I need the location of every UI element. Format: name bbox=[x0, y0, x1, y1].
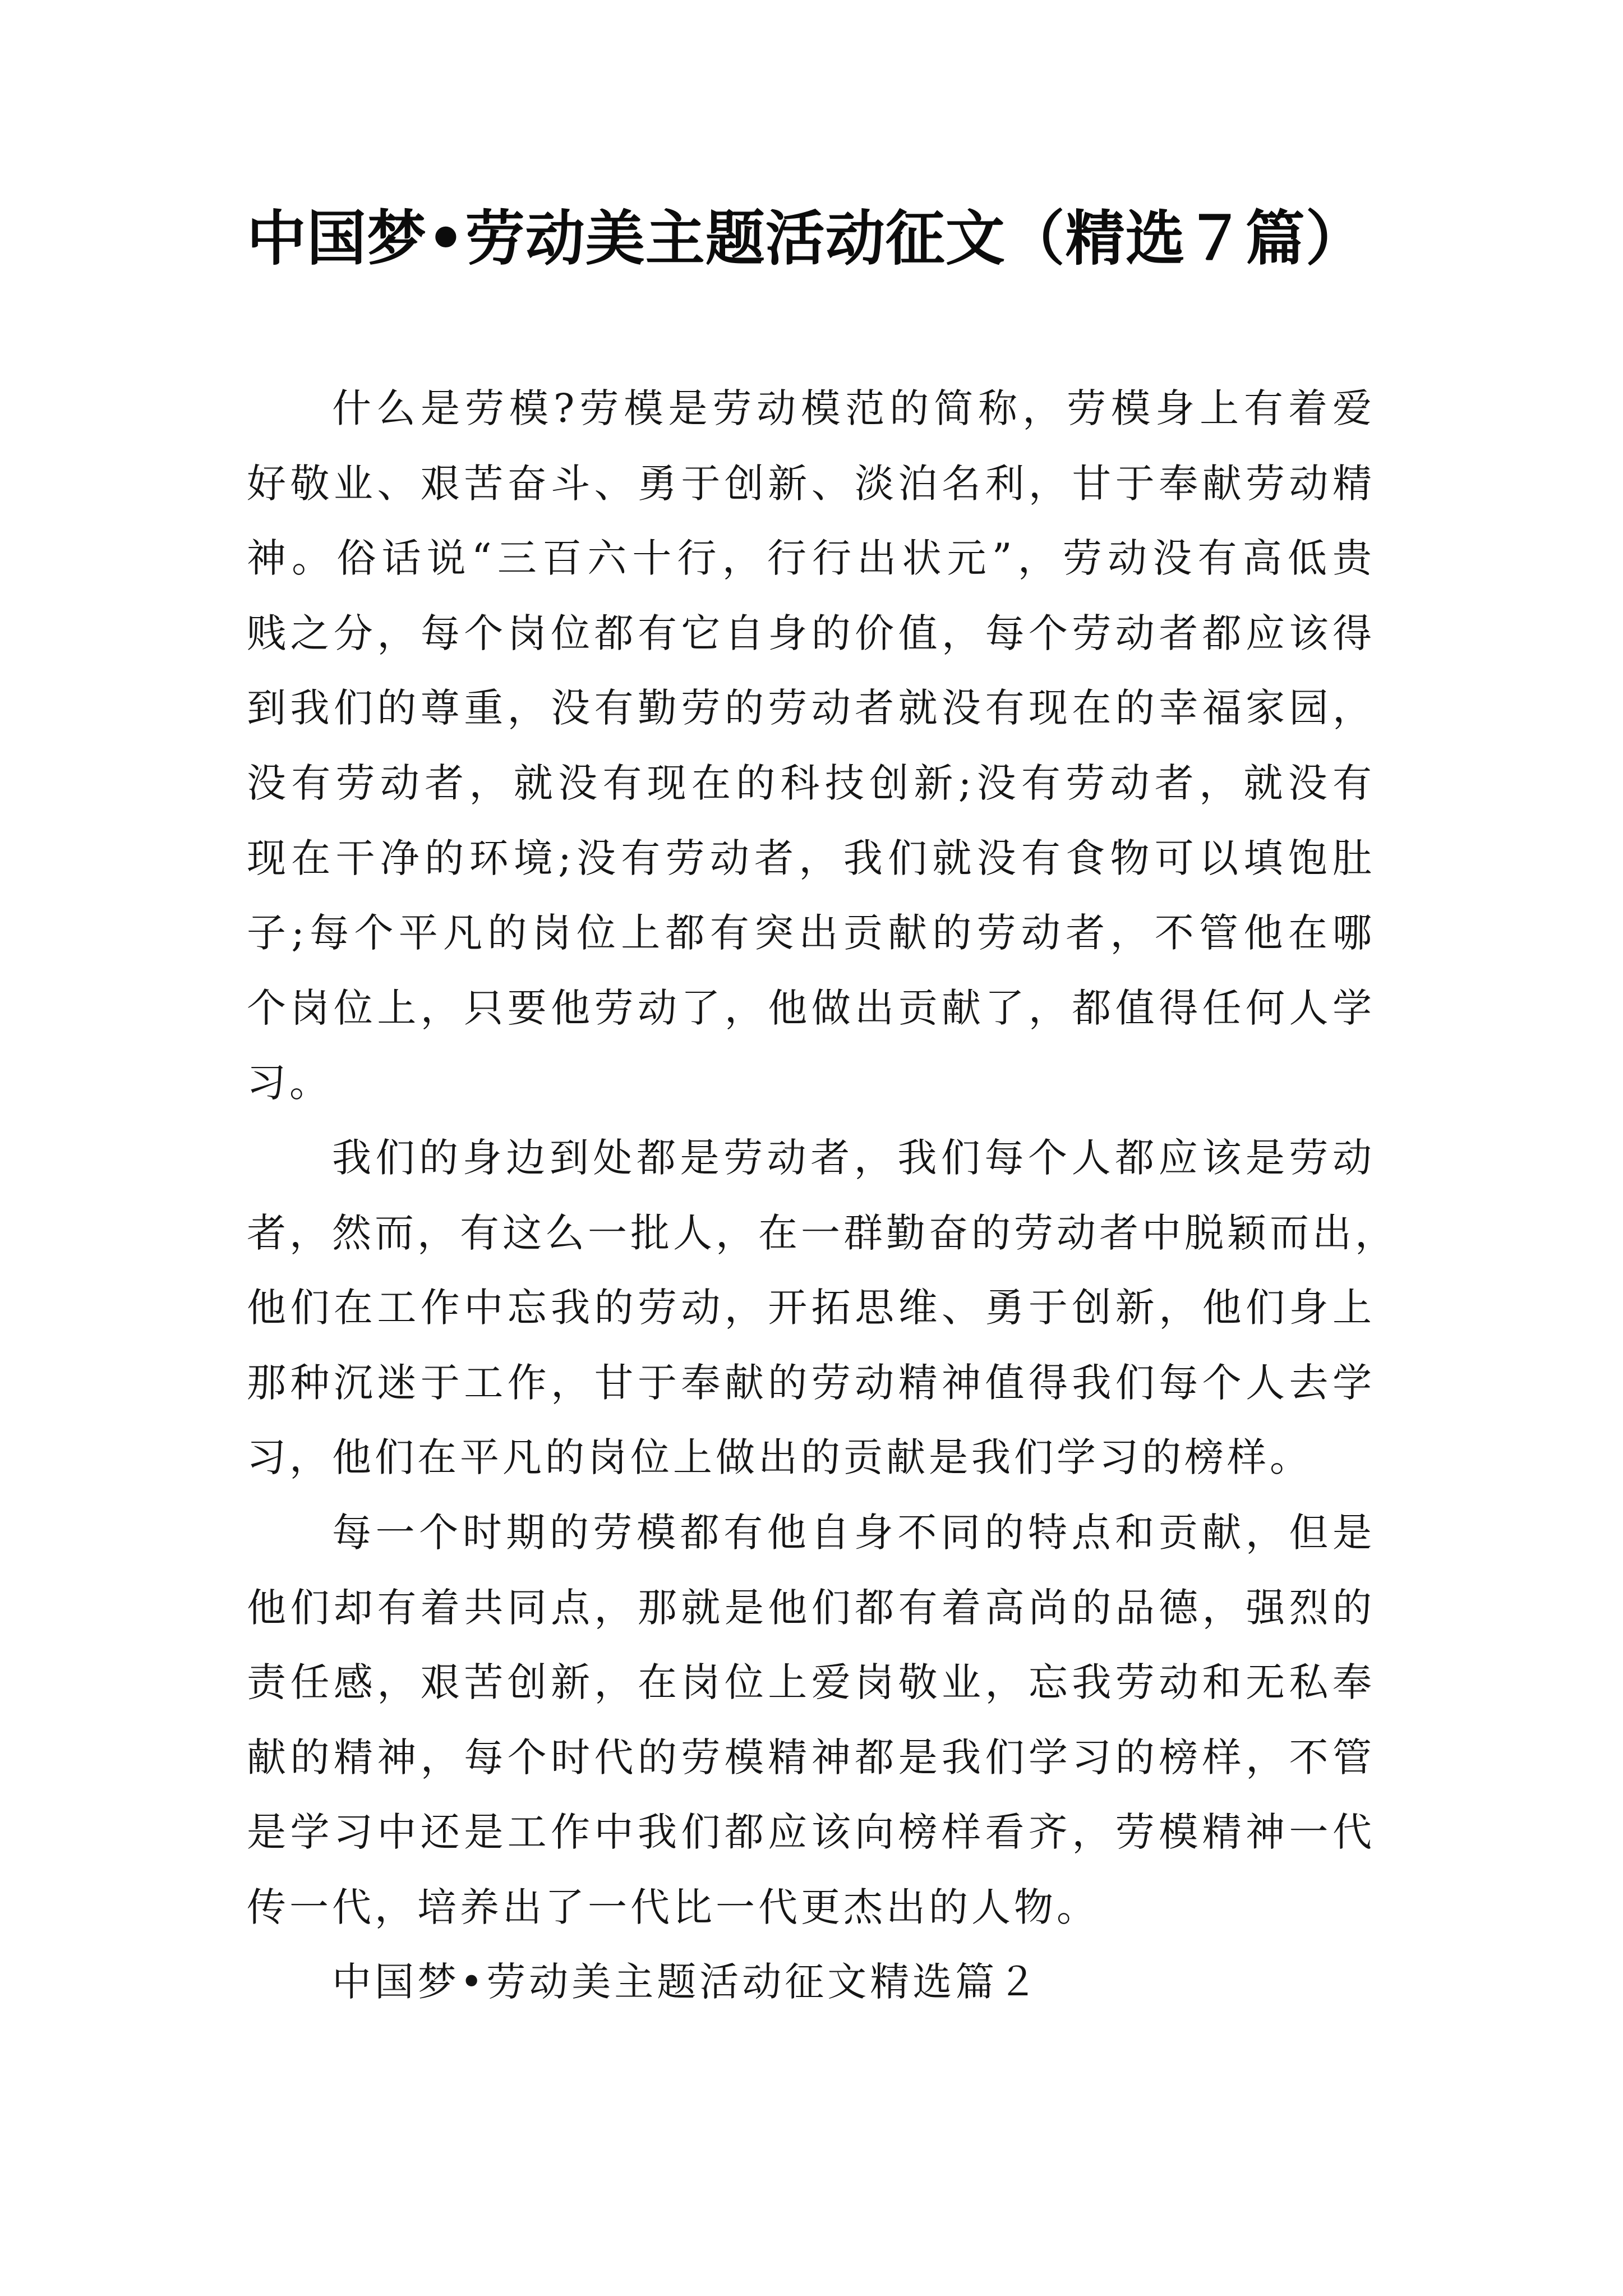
text-line: 我们的身边到处都是劳动者，我们每个人都应该是劳动 bbox=[332, 1134, 1375, 1181]
text-line: 责任感，艰苦创新，在岗位上爱岗敬业，忘我劳动和无私奉 bbox=[247, 1659, 1375, 1706]
text-line: 每一个时期的劳模都有他自身不同的特点和贡献，但是 bbox=[332, 1509, 1375, 1556]
text-line: 好敬业、艰苦奋斗、勇于创新、淡泊名利，甘于奉献劳动精 bbox=[247, 460, 1375, 507]
paragraph bbox=[247, 1945, 1375, 2020]
text-line: 到我们的尊重，没有勤劳的劳动者就没有现在的幸福家园， bbox=[247, 685, 1375, 731]
text-line: 个岗位上，只要他劳动了，他做出贡献了，都值得任何人学 bbox=[247, 984, 1375, 1031]
text-line: 那种沉迷于工作，甘于奉献的劳动精神值得我们每个人去学 bbox=[247, 1359, 1375, 1406]
text-line: 者，然而，有这么一批人，在一群勤奋的劳动者中脱颖而出， bbox=[247, 1209, 1398, 1256]
text-line: 神。俗话说“三百六十行，行行出状元”，劳动没有高低贵 bbox=[247, 535, 1375, 582]
text-line: 传一代，培养出了一代比一代更杰出的人物。 bbox=[247, 1884, 1099, 1930]
paragraph bbox=[247, 371, 1375, 1121]
document-title: 中国梦•劳动美主题活动征文（精选７篇） bbox=[247, 203, 1366, 273]
text-line: 献的精神，每个时代的劳模精神都是我们学习的榜样，不管 bbox=[247, 1734, 1375, 1780]
text-line: 现在干净的环境;没有劳动者，我们就没有食物可以填饱肚 bbox=[247, 835, 1375, 881]
text-line: 什么是劳模?劳模是劳动模范的简称，劳模身上有着爱 bbox=[332, 385, 1375, 431]
paragraph bbox=[247, 1496, 1375, 1945]
text-line: 没有劳动者，就没有现在的科技创新;没有劳动者，就没有 bbox=[247, 760, 1375, 806]
text-line: 习。 bbox=[247, 1060, 332, 1106]
text-line: 他们却有着共同点，那就是他们都有着高尚的品德，强烈的 bbox=[247, 1584, 1375, 1631]
paragraph bbox=[247, 1121, 1398, 1496]
text-line: 他们在工作中忘我的劳动，开拓思维、勇于创新，他们身上 bbox=[247, 1285, 1375, 1331]
text-line: 子;每个平凡的岗位上都有突出贡献的劳动者，不管他在哪 bbox=[247, 910, 1375, 956]
text-line: 习，他们在平凡的岗位上做出的贡献是我们学习的榜样。 bbox=[247, 1434, 1312, 1481]
document-body bbox=[247, 371, 1398, 2020]
text-line: 贱之分，每个岗位都有它自身的价值，每个劳动者都应该得 bbox=[247, 610, 1375, 656]
text-line: 是学习中还是工作中我们都应该向榜样看齐，劳模精神一代 bbox=[247, 1809, 1375, 1856]
text-line: 中国梦•劳动美主题活动征文精选篇２ bbox=[332, 1959, 1041, 2005]
